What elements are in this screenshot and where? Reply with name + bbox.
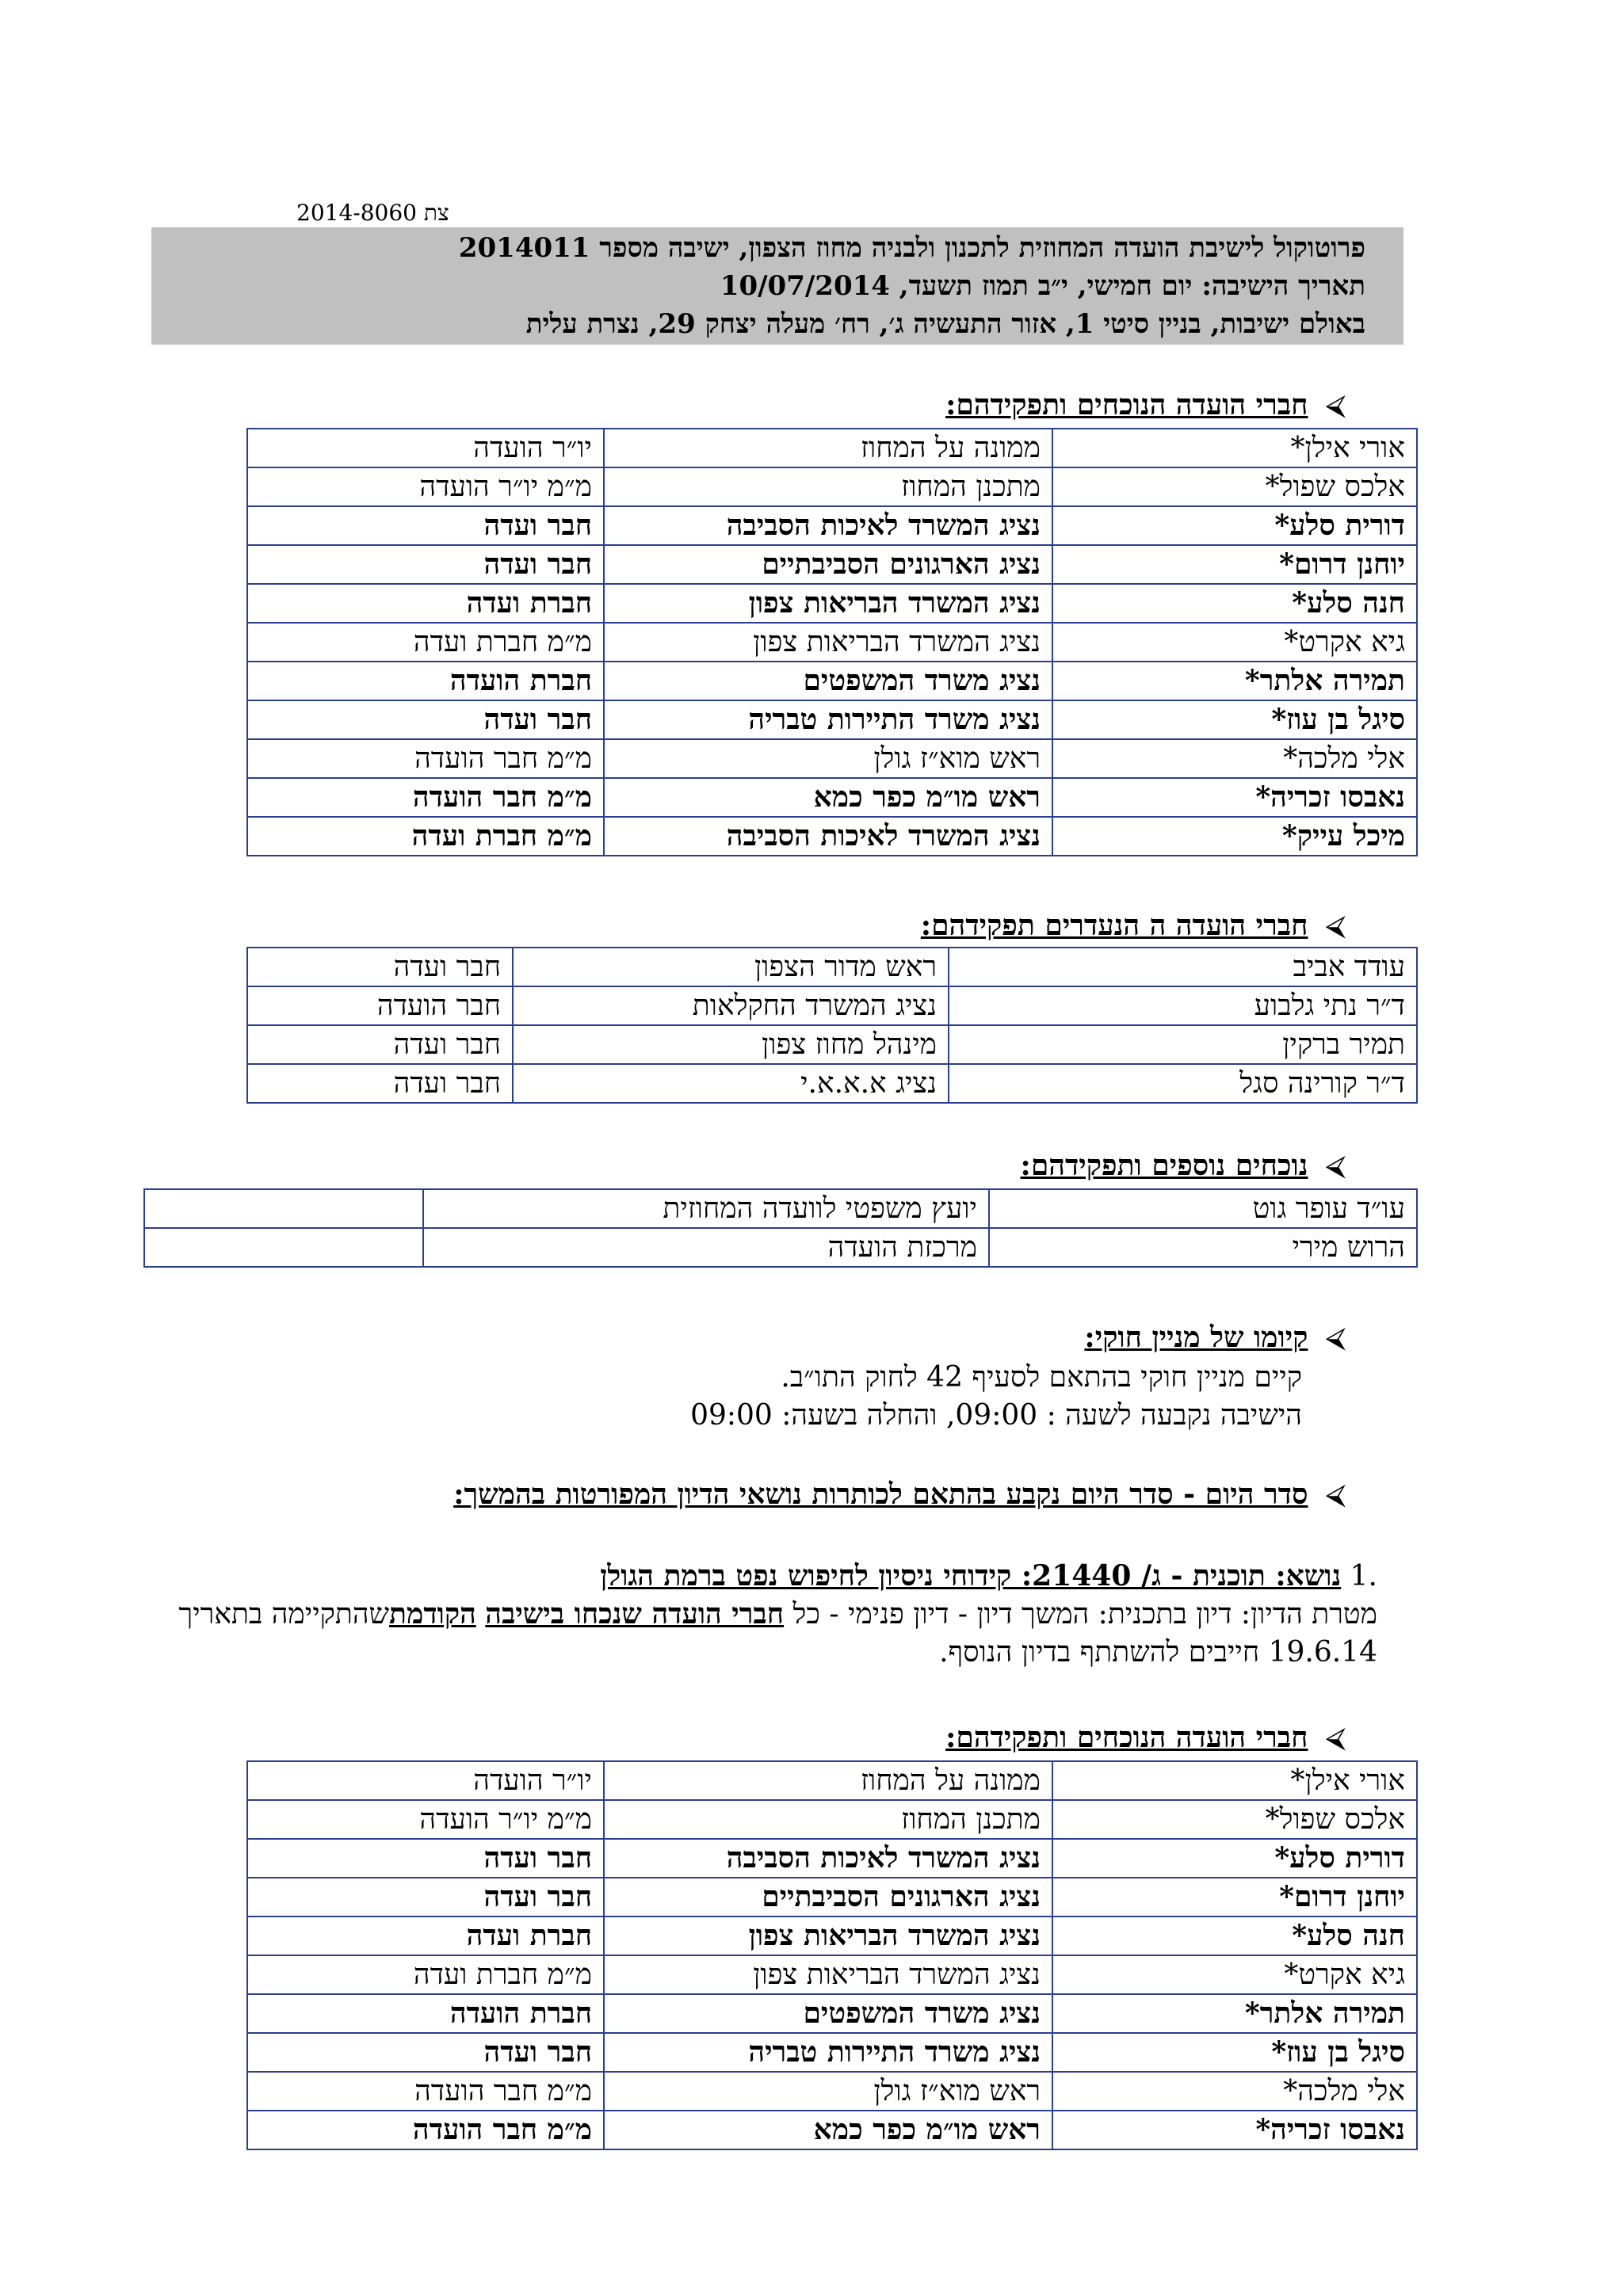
member-title: מ״מ חברת ועדה (247, 623, 604, 662)
arrow-bullet-icon: ⮘ (1325, 389, 1346, 421)
member-role: נציג המשרד לאיכות הסביבה (604, 817, 1052, 856)
member-name: ד״ר קורינה סגל (949, 1064, 1417, 1103)
purpose-text: מטרת הדיון: דיון בתכנית: המשך דיון - דיון פנימי - כל (792, 1598, 1377, 1630)
member-name: אלי מלכה* (1052, 2072, 1417, 2111)
table-row (247, 1955, 1417, 1994)
purpose-emphasis: חברי הועדה שנכחו בישיבה (485, 1597, 785, 1630)
member-role: נציג המשרד הבריאות צפון (604, 584, 1052, 623)
member-role: נציג משרד המשפטים (604, 662, 1052, 700)
member-role: נציג משרד המשפטים (604, 1994, 1052, 2033)
others-table (143, 1188, 1418, 1268)
member-role: נציג המשרד לאיכות הסביבה (604, 1839, 1052, 1878)
member-title (144, 1189, 423, 1228)
table-row (247, 1839, 1417, 1878)
section-title: קיומו של מניין חוקי: (1084, 1321, 1308, 1354)
member-title: חבר ועדה (247, 700, 604, 739)
present-members-table-2 (246, 1760, 1418, 2150)
member-role: ראש מוא״ז גולן (604, 739, 1052, 778)
item-number: .1 (1350, 1560, 1377, 1592)
protocol-header (151, 227, 1403, 345)
member-name: עודד אביב (949, 948, 1417, 986)
table-row (247, 986, 1417, 1025)
member-title: חבר ועדה (247, 1025, 513, 1064)
table-row (247, 1800, 1417, 1839)
header-line-2: תאריך הישיבה: יום חמישי, י״ב תמוז תשעד, 10/07/2014 (720, 270, 1365, 302)
member-title: מ״מ חברת ועדה (247, 1955, 604, 1994)
present-members-table (246, 428, 1418, 856)
member-name: יוחנן דרום* (1052, 545, 1417, 584)
member-role: ראש מו״מ כפר כמא (604, 2111, 1052, 2149)
table-row (247, 1878, 1417, 1917)
table-row (247, 2072, 1417, 2111)
quorum-line-2: הישיבה נקבעה לשעה : 09:00, והחלה בשעה: 09:00 (690, 1399, 1302, 1432)
table-row (247, 2033, 1417, 2072)
table-row (247, 1761, 1417, 1800)
member-title: חבר ועדה (247, 2033, 604, 2072)
table-row (247, 1025, 1417, 1064)
member-name: אלי מלכה* (1052, 739, 1417, 778)
table-row (247, 506, 1417, 545)
header-line-1: פרוטוקול לישיבת הועדה המחוזית לתכנון ולבניה מחוז הצפון, ישיבה מספר 2014011 (458, 232, 1365, 264)
member-title: חברת ועדה (247, 584, 604, 623)
table-row (247, 467, 1417, 506)
member-name: גיא אקרט* (1052, 623, 1417, 662)
member-title (144, 1228, 423, 1267)
purpose-emphasis: הקודמת (389, 1597, 476, 1630)
section-title: חברי הועדה הנוכחים ותפקידהם: (945, 388, 1308, 421)
member-name: תמירה אלתר* (1052, 662, 1417, 700)
item-title: נושא: תוכנית - ג/ 21440: קידוחי ניסיון לחיפוש נפט ברמת הגולן (600, 1559, 1342, 1592)
arrow-bullet-icon: ⮘ (1325, 1722, 1346, 1754)
member-name: אורי אילן* (1052, 1761, 1417, 1800)
member-name: אלכס שפול* (1052, 467, 1417, 506)
member-title: חבר ועדה (247, 948, 513, 986)
member-role: ראש מו״מ כפר כמא (604, 778, 1052, 817)
document-reference: צת 2014-8060 (296, 200, 449, 226)
member-name: חנה סלע* (1052, 584, 1417, 623)
arrow-bullet-icon: ⮘ (1325, 1150, 1346, 1182)
member-role: נציג הארגונים הסביבתיים (604, 1878, 1052, 1917)
member-title: מ״מ חבר הועדה (247, 778, 604, 817)
table-row (247, 1064, 1417, 1103)
member-title: מ״מ חבר הועדה (247, 739, 604, 778)
member-title: מ״מ חבר הועדה (247, 2111, 604, 2149)
header-line-3: באולם ישיבות, בניין סיטי 1, אזור התעשיה ג׳, רח׳ מעלה יצחק 29, נצרת עלית (525, 308, 1365, 340)
section-title: סדר היום - סדר היום נקבע בהתאם לכותרות נושאי הדיון המפורטות בהמשך: (453, 1478, 1308, 1511)
member-title: חבר ועדה (247, 1878, 604, 1917)
member-role: נציג משרד התיירות טבריה (604, 700, 1052, 739)
member-name: נאבסו זכריה* (1052, 778, 1417, 817)
member-name: תמירה אלתר* (1052, 1994, 1417, 2033)
member-name: עו״ד עופר גוט (989, 1189, 1417, 1228)
purpose-text: שהתקיימה בתאריך 19.6.14 חייבים להשתתף בדיון הנוסף. (178, 1598, 1377, 1669)
member-role: נציג הארגונים הסביבתיים (604, 545, 1052, 584)
member-role: ראש מוא״ז גולן (604, 2072, 1052, 2111)
member-role: מרכזת הועדה (423, 1228, 989, 1267)
member-title: מ״מ חבר הועדה (247, 2072, 604, 2111)
member-title: מ״מ חברת ועדה (247, 817, 604, 856)
member-name: גיא אקרט* (1052, 1955, 1417, 1994)
member-name: חנה סלע* (1052, 1917, 1417, 1955)
member-role: מתכנן המחוז (604, 1800, 1052, 1839)
member-title: חבר ועדה (247, 1064, 513, 1103)
member-role: נציג המשרד לאיכות הסביבה (604, 506, 1052, 545)
member-role: ממונה על המחוז (604, 1761, 1052, 1800)
table-row (144, 1228, 1417, 1267)
section-absent-members (921, 909, 1346, 943)
table-row (247, 584, 1417, 623)
section-title: נוכחים נוספים ותפקידהם: (1020, 1149, 1308, 1182)
section-title: חברי הועדה הנוכחים ותפקידהם: (945, 1721, 1308, 1754)
quorum-line-1: קיים מניין חוקי בהתאם לסעיף 42 לחוק התו״ב. (781, 1361, 1302, 1394)
section-present-members (945, 388, 1346, 422)
member-title: חבר ועדה (247, 545, 604, 584)
member-title: מ״מ יו״ר הועדה (247, 467, 604, 506)
member-role: נציג המשרד הבריאות צפון (604, 623, 1052, 662)
table-row (247, 429, 1417, 467)
member-name: דורית סלע* (1052, 1839, 1417, 1878)
member-title: חבר הועדה (247, 986, 513, 1025)
table-row (144, 1189, 1417, 1228)
item-purpose (149, 1595, 1377, 1672)
member-role: נציג א.א.א.י (513, 1064, 949, 1103)
member-name: נאבסו זכריה* (1052, 2111, 1417, 2149)
section-quorum (1084, 1321, 1346, 1355)
member-role: נציג המשרד הבריאות צפון (604, 1955, 1052, 1994)
table-row (247, 1994, 1417, 2033)
agenda-item-1 (600, 1557, 1377, 1596)
member-role: יועץ משפטי לוועדה המחוזית (423, 1189, 989, 1228)
member-title: יו״ר הועדה (247, 429, 604, 467)
arrow-bullet-icon: ⮘ (1325, 910, 1346, 942)
member-name: תמיר ברקין (949, 1025, 1417, 1064)
table-row (247, 817, 1417, 856)
member-role: מינהל מחוז צפון (513, 1025, 949, 1064)
member-name: הרוש מירי (989, 1228, 1417, 1267)
member-role: ממונה על המחוז (604, 429, 1052, 467)
member-title: חבר ועדה (247, 1839, 604, 1878)
section-title: חברי הועדה ה הנעדרים תפקידהם: (920, 909, 1308, 942)
member-name: דורית סלע* (1052, 506, 1417, 545)
table-row (247, 739, 1417, 778)
member-title: מ״מ יו״ר הועדה (247, 1800, 604, 1839)
table-row (247, 778, 1417, 817)
member-name: אלכס שפול* (1052, 1800, 1417, 1839)
member-role: נציג המשרד החקלאות (513, 986, 949, 1025)
member-title: יו״ר הועדה (247, 1761, 604, 1800)
table-row (247, 700, 1417, 739)
table-row (247, 2111, 1417, 2149)
member-title: חברת הועדה (247, 1994, 604, 2033)
table-row (247, 662, 1417, 700)
member-name: ד״ר נתי גלבוע (949, 986, 1417, 1025)
table-row (247, 545, 1417, 584)
member-name: מיכל עייק* (1052, 817, 1417, 856)
arrow-bullet-icon: ⮘ (1325, 1478, 1346, 1511)
section-agenda (453, 1478, 1346, 1512)
member-title: חבר ועדה (247, 506, 604, 545)
member-title: חברת הועדה (247, 662, 604, 700)
member-title: חברת ועדה (247, 1917, 604, 1955)
member-name: אורי אילן* (1052, 429, 1417, 467)
table-row (247, 1917, 1417, 1955)
table-row (247, 623, 1417, 662)
member-name: יוחנן דרום* (1052, 1878, 1417, 1917)
table-row (247, 948, 1417, 986)
member-name: סיגל בן עוז* (1052, 2033, 1417, 2072)
member-role: ראש מדור הצפון (513, 948, 949, 986)
member-role: נציג המשרד הבריאות צפון (604, 1917, 1052, 1955)
member-role: מתכנן המחוז (604, 467, 1052, 506)
member-role: נציג משרד התיירות טבריה (604, 2033, 1052, 2072)
section-others (1021, 1149, 1346, 1183)
member-name: סיגל בן עוז* (1052, 700, 1417, 739)
absent-members-table (246, 947, 1418, 1104)
arrow-bullet-icon: ⮘ (1325, 1322, 1346, 1354)
section-present-members-2 (945, 1721, 1346, 1755)
